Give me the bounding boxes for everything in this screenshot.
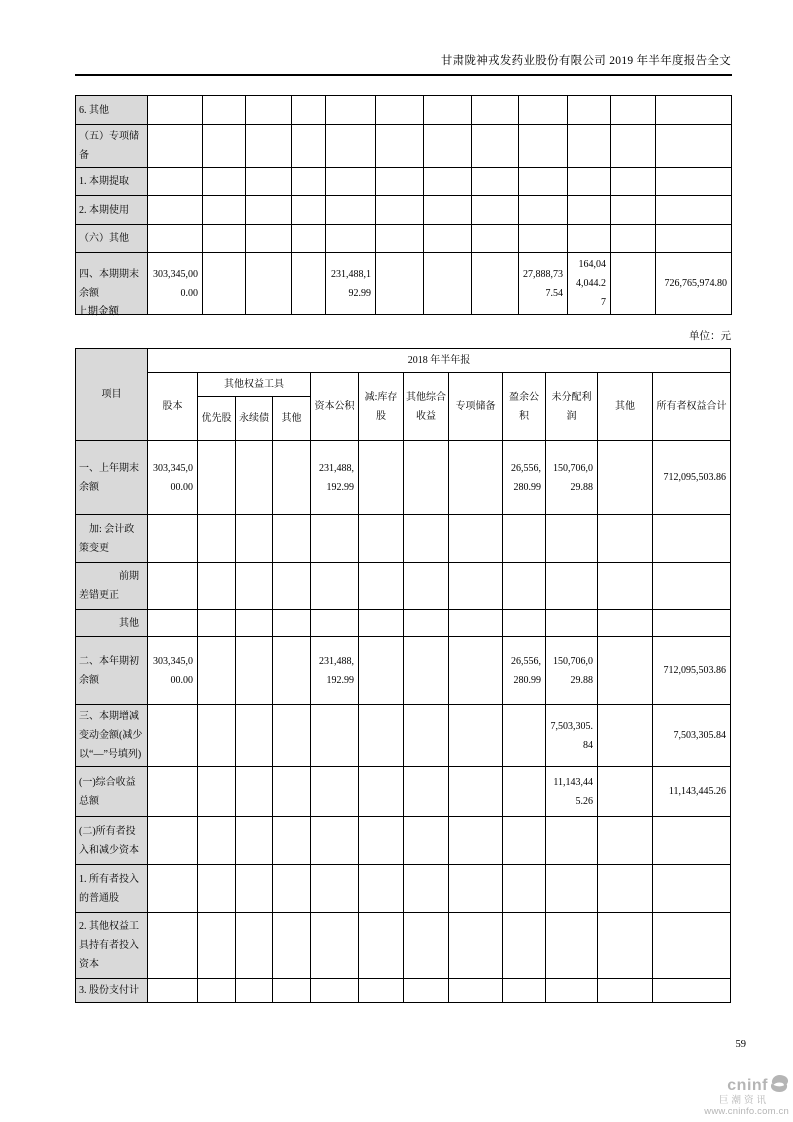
value-cell — [519, 225, 568, 253]
value-cell — [611, 168, 656, 196]
value-cell: 26,556,280.99 — [503, 441, 546, 515]
value-cell — [598, 913, 653, 979]
value-cell — [598, 637, 653, 705]
cninfo-brand-text: cninf — [727, 1077, 768, 1094]
value-cell — [404, 817, 449, 865]
value-cell — [203, 96, 246, 125]
value-cell — [359, 979, 404, 1003]
row-label-cell: 1. 所有者投入的普通股 — [76, 865, 148, 913]
value-cell — [198, 441, 236, 515]
value-cell — [273, 705, 311, 767]
value-cell — [236, 913, 273, 979]
value-cell — [246, 253, 292, 315]
value-cell — [472, 225, 519, 253]
row-label-cell: 1. 本期提取 — [76, 168, 148, 196]
value-cell — [519, 196, 568, 225]
value-cell — [326, 225, 376, 253]
table-row — [76, 817, 731, 865]
value-cell — [148, 610, 198, 637]
value-cell — [611, 196, 656, 225]
doc-header-title: 甘肃陇神戎发药业股份有限公司 2019 年半年度报告全文 — [440, 55, 731, 67]
value-cell — [273, 637, 311, 705]
value-cell — [376, 96, 424, 125]
value-cell — [546, 865, 598, 913]
value-cell — [376, 168, 424, 196]
value-cell — [148, 979, 198, 1003]
value-cell: 303,345,000.00 — [148, 637, 198, 705]
value-cell — [359, 515, 404, 563]
value-cell — [611, 96, 656, 125]
value-cell — [424, 96, 472, 125]
value-cell — [203, 253, 246, 315]
column-header-item: 项目 — [76, 349, 148, 441]
value-cell — [198, 637, 236, 705]
value-cell — [311, 979, 359, 1003]
value-cell — [311, 563, 359, 610]
value-cell — [568, 168, 611, 196]
value-cell: 164,044,044.27 — [568, 253, 611, 315]
value-cell — [598, 441, 653, 515]
row-label-cell: 2. 其他权益工具持有者投入资本 — [76, 913, 148, 979]
value-cell — [376, 253, 424, 315]
value-cell — [449, 865, 503, 913]
unit-caption: 单位：元 — [689, 331, 731, 342]
column-header-total-owners-equity: 所有者权益合计 — [653, 373, 731, 441]
value-cell: 726,765,974.80 — [656, 253, 732, 315]
value-cell: 712,095,503.86 — [653, 441, 731, 515]
value-cell — [653, 865, 731, 913]
table-row — [76, 637, 731, 705]
value-cell — [449, 610, 503, 637]
value-cell — [359, 637, 404, 705]
value-cell — [148, 225, 203, 253]
value-cell — [273, 979, 311, 1003]
row-label-cell: 前期差错更正 — [76, 563, 148, 610]
row-label-cell: 其他 — [76, 610, 148, 637]
table-row — [76, 253, 732, 315]
value-cell — [326, 168, 376, 196]
value-cell — [546, 563, 598, 610]
value-cell — [148, 913, 198, 979]
value-cell: 26,556,280.99 — [503, 637, 546, 705]
value-cell — [598, 979, 653, 1003]
table-row — [76, 767, 731, 817]
value-cell — [519, 168, 568, 196]
value-cell — [503, 817, 546, 865]
value-cell — [246, 168, 292, 196]
value-cell — [568, 196, 611, 225]
value-cell — [236, 865, 273, 913]
value-cell — [449, 441, 503, 515]
value-cell — [198, 705, 236, 767]
value-cell — [404, 637, 449, 705]
value-cell — [611, 253, 656, 315]
row-label-cell: (二)所有者投入和减少资本 — [76, 817, 148, 865]
value-cell — [148, 515, 198, 563]
value-cell — [546, 610, 598, 637]
column-header-undistributed-profit: 未分配利润 — [546, 373, 598, 441]
value-cell — [598, 817, 653, 865]
value-cell — [404, 441, 449, 515]
value-cell: 712,095,503.86 — [653, 637, 731, 705]
table-row — [76, 610, 731, 637]
value-cell — [424, 125, 472, 168]
value-cell — [656, 96, 732, 125]
value-cell — [198, 817, 236, 865]
value-cell — [653, 817, 731, 865]
value-cell — [598, 865, 653, 913]
value-cell: 231,488,192.99 — [326, 253, 376, 315]
value-cell — [292, 196, 326, 225]
value-cell: 7,503,305.84 — [653, 705, 731, 767]
row-label-cell: 三、本期增减变动金额(减少以“—”号填列) — [76, 705, 148, 767]
row-label-cell: (一)综合收益总额 — [76, 767, 148, 817]
value-cell — [273, 610, 311, 637]
row-label-cell: （五）专项储备 — [76, 125, 148, 168]
value-cell — [653, 515, 731, 563]
value-cell — [148, 767, 198, 817]
value-cell — [568, 125, 611, 168]
value-cell — [449, 767, 503, 817]
table-row — [76, 196, 732, 225]
value-cell — [273, 563, 311, 610]
value-cell — [236, 637, 273, 705]
value-cell — [236, 563, 273, 610]
value-cell — [503, 610, 546, 637]
value-cell — [449, 817, 503, 865]
value-cell — [236, 979, 273, 1003]
value-cell — [273, 515, 311, 563]
value-cell — [273, 441, 311, 515]
value-cell — [198, 913, 236, 979]
value-cell — [198, 610, 236, 637]
value-cell — [519, 125, 568, 168]
table-row — [76, 96, 732, 125]
value-cell — [203, 196, 246, 225]
cninfo-logo-row — [704, 1074, 789, 1098]
value-cell — [311, 705, 359, 767]
column-header-share-capital: 股本 — [148, 373, 198, 441]
column-header-less-treasury-shares: 减:库存股 — [359, 373, 404, 441]
value-cell: 11,143,445.26 — [546, 767, 598, 817]
value-cell — [503, 979, 546, 1003]
value-cell — [359, 705, 404, 767]
row-label-cell: 加: 会计政策变更 — [76, 515, 148, 563]
table-row — [76, 563, 731, 610]
value-cell — [503, 913, 546, 979]
value-cell — [656, 225, 732, 253]
value-cell — [404, 767, 449, 817]
value-cell — [653, 610, 731, 637]
value-cell — [198, 979, 236, 1003]
value-cell — [148, 563, 198, 610]
value-cell — [449, 979, 503, 1003]
row-label-cell: 3. 股份支付计 — [76, 979, 148, 1003]
value-cell — [236, 441, 273, 515]
value-cell: 27,888,737.54 — [519, 253, 568, 315]
value-cell — [449, 515, 503, 563]
value-cell — [311, 515, 359, 563]
value-cell — [653, 913, 731, 979]
column-header-other-equity-instruments: 其他权益工具 — [198, 373, 311, 397]
table-row — [76, 865, 731, 913]
value-cell — [203, 225, 246, 253]
period-header: 2018 年半年报 — [148, 349, 731, 373]
value-cell — [568, 96, 611, 125]
value-cell: 303,345,000.00 — [148, 253, 203, 315]
value-cell — [568, 225, 611, 253]
value-cell — [198, 563, 236, 610]
value-cell — [236, 610, 273, 637]
value-cell — [246, 96, 292, 125]
table-row — [76, 441, 731, 515]
value-cell — [611, 225, 656, 253]
table-row — [76, 705, 731, 767]
table-row — [76, 515, 731, 563]
value-cell — [546, 913, 598, 979]
value-cell — [472, 96, 519, 125]
equity-table-current-period — [75, 95, 732, 315]
row-label-cell: 四、本期期末余额 — [76, 253, 148, 315]
value-cell — [359, 441, 404, 515]
cninfo-swirl-icon — [770, 1074, 789, 1098]
value-cell — [148, 96, 203, 125]
cninfo-site-url: www.cninfo.com.cn — [704, 1106, 789, 1118]
value-cell — [326, 125, 376, 168]
row-label-cell: 2. 本期使用 — [76, 196, 148, 225]
table-row — [76, 979, 731, 1003]
table-row — [76, 225, 732, 253]
table-row — [76, 168, 732, 196]
prior-period-caption: 上期金额 — [77, 306, 119, 317]
value-cell — [236, 705, 273, 767]
value-cell — [359, 817, 404, 865]
value-cell — [292, 225, 326, 253]
column-header-other: 其他 — [598, 373, 653, 441]
value-cell — [148, 817, 198, 865]
value-cell — [273, 817, 311, 865]
value-cell — [246, 225, 292, 253]
value-cell: 150,706,029.88 — [546, 637, 598, 705]
value-cell — [472, 196, 519, 225]
value-cell — [503, 563, 546, 610]
value-cell — [611, 125, 656, 168]
value-cell — [449, 913, 503, 979]
value-cell — [359, 913, 404, 979]
value-cell — [546, 979, 598, 1003]
value-cell — [359, 563, 404, 610]
value-cell — [653, 563, 731, 610]
value-cell — [404, 705, 449, 767]
value-cell — [311, 767, 359, 817]
value-cell — [236, 767, 273, 817]
value-cell — [311, 610, 359, 637]
value-cell — [503, 705, 546, 767]
value-cell — [404, 865, 449, 913]
value-cell — [326, 196, 376, 225]
value-cell — [292, 168, 326, 196]
value-cell — [148, 125, 203, 168]
value-cell — [449, 637, 503, 705]
value-cell — [472, 253, 519, 315]
value-cell — [503, 865, 546, 913]
cninfo-logo — [704, 1074, 789, 1118]
value-cell — [359, 610, 404, 637]
value-cell — [546, 515, 598, 563]
value-cell — [148, 865, 198, 913]
value-cell — [404, 913, 449, 979]
value-cell — [656, 196, 732, 225]
value-cell — [546, 817, 598, 865]
value-cell: 231,488,192.99 — [311, 441, 359, 515]
table-row — [76, 125, 732, 168]
value-cell — [203, 125, 246, 168]
value-cell — [598, 767, 653, 817]
column-header-special-reserve: 专项储备 — [449, 373, 503, 441]
value-cell — [653, 979, 731, 1003]
value-cell — [424, 253, 472, 315]
value-cell — [198, 865, 236, 913]
value-cell — [311, 817, 359, 865]
value-cell — [273, 767, 311, 817]
value-cell — [148, 705, 198, 767]
value-cell — [656, 125, 732, 168]
value-cell — [472, 125, 519, 168]
value-cell — [359, 767, 404, 817]
value-cell — [656, 168, 732, 196]
value-cell — [503, 515, 546, 563]
value-cell: 303,345,000.00 — [148, 441, 198, 515]
value-cell — [424, 225, 472, 253]
table-row — [76, 913, 731, 979]
value-cell — [198, 515, 236, 563]
header-divider — [75, 74, 732, 76]
value-cell — [246, 196, 292, 225]
column-header-other-comprehensive-income: 其他综合收益 — [404, 373, 449, 441]
row-label-cell: 二、本年期初余额 — [76, 637, 148, 705]
value-cell — [404, 515, 449, 563]
value-cell — [311, 913, 359, 979]
column-header-surplus-reserve: 盈余公积 — [503, 373, 546, 441]
value-cell: 231,488,192.99 — [311, 637, 359, 705]
value-cell — [598, 705, 653, 767]
value-cell — [376, 196, 424, 225]
value-cell — [449, 563, 503, 610]
value-cell — [472, 168, 519, 196]
cninfo-brand-cn: 巨潮资讯 — [718, 1096, 769, 1107]
value-cell — [376, 225, 424, 253]
value-cell — [424, 168, 472, 196]
value-cell — [404, 979, 449, 1003]
value-cell — [598, 515, 653, 563]
column-header-perpetual-bonds: 永续债 — [236, 397, 273, 441]
value-cell — [503, 767, 546, 817]
value-cell — [292, 253, 326, 315]
value-cell: 11,143,445.26 — [653, 767, 731, 817]
value-cell — [359, 865, 404, 913]
value-cell — [424, 196, 472, 225]
equity-table-prior-period — [75, 348, 731, 1003]
value-cell: 7,503,305.84 — [546, 705, 598, 767]
value-cell: 150,706,029.88 — [546, 441, 598, 515]
value-cell — [598, 610, 653, 637]
value-cell — [292, 125, 326, 168]
value-cell — [449, 705, 503, 767]
page-number: 59 — [735, 1039, 746, 1050]
value-cell — [292, 96, 326, 125]
row-label-cell: （六）其他 — [76, 225, 148, 253]
value-cell — [598, 563, 653, 610]
column-header-other-instruments: 其他 — [273, 397, 311, 441]
value-cell — [273, 865, 311, 913]
value-cell — [148, 168, 203, 196]
value-cell — [376, 125, 424, 168]
value-cell — [404, 563, 449, 610]
value-cell — [236, 817, 273, 865]
value-cell — [519, 96, 568, 125]
column-header-preferred-shares: 优先股 — [198, 397, 236, 441]
value-cell — [326, 96, 376, 125]
row-label-cell: 6. 其他 — [76, 96, 148, 125]
row-label-cell: 一、上年期末余额 — [76, 441, 148, 515]
value-cell — [236, 515, 273, 563]
value-cell — [404, 610, 449, 637]
column-header-capital-reserve: 资本公积 — [311, 373, 359, 441]
value-cell — [203, 168, 246, 196]
value-cell — [246, 125, 292, 168]
value-cell — [273, 913, 311, 979]
value-cell — [311, 865, 359, 913]
value-cell — [148, 196, 203, 225]
value-cell — [198, 767, 236, 817]
